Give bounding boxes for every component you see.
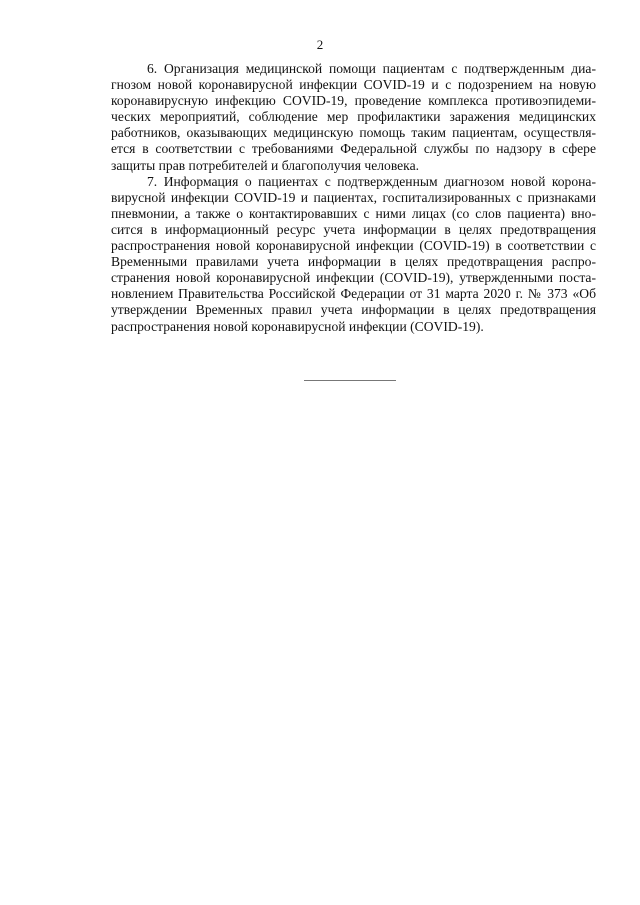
document-body [111, 61, 596, 335]
text-line: работников, оказывающих медицинскую помощь таким пациентам, осуществля- [111, 125, 596, 141]
text-line: 6. Организация медицинской помощи пациентам с подтвержденным диа- [147, 61, 596, 76]
text-line: сится в информационный ресурс учета информации в целях предотвращения [111, 221, 596, 237]
text-line: распространения новой коронавирусной инфекции (COVID-19) в соответствии с [111, 238, 596, 254]
text-line: 7. Информация о пациентах с подтвержденным диагнозом новой корона- [147, 173, 596, 189]
paragraph-6 [111, 61, 596, 174]
text-line: новлением Правительства Российской Федерации от 31 марта 2020 г. № 373 «Об [111, 286, 596, 302]
text-line: вирусной инфекции COVID-19 и пациентах, госпитализированных с признаками [111, 189, 596, 205]
text-line: Временными правилами учета информации в целях предотвращения распро- [111, 254, 596, 270]
text-line: коронавирусную инфекцию COVID-19, проведение комплекса противоэпидеми- [111, 93, 596, 109]
text-line: ческих мероприятий, соблюдение мер профилактики заражения медицинских [111, 109, 596, 125]
page-number: 2 [316, 37, 324, 52]
text-line: пневмонии, а также о контактировавших с ними лицах (со слов пациента) вно- [111, 205, 596, 221]
paragraph-7 [111, 174, 596, 335]
text-line: защиты прав потребителей и благополучия человека. [111, 157, 420, 173]
end-divider-line [304, 380, 396, 381]
text-line: гнозом новой коронавирусной инфекции COVID-19 и с подозрением на новую [111, 77, 596, 93]
text-line: странения новой коронавирусной инфекции (COVID-19), утвержденными поста- [111, 270, 596, 286]
text-line: ется в соответствии с требованиями Федеральной службы по надзору в сфере [111, 141, 596, 157]
text-line: утверждении Временных правил учета информации в целях предотвращения [111, 302, 596, 318]
text-line: распространения новой коронавирусной инфекции (COVID-19). [111, 318, 484, 334]
